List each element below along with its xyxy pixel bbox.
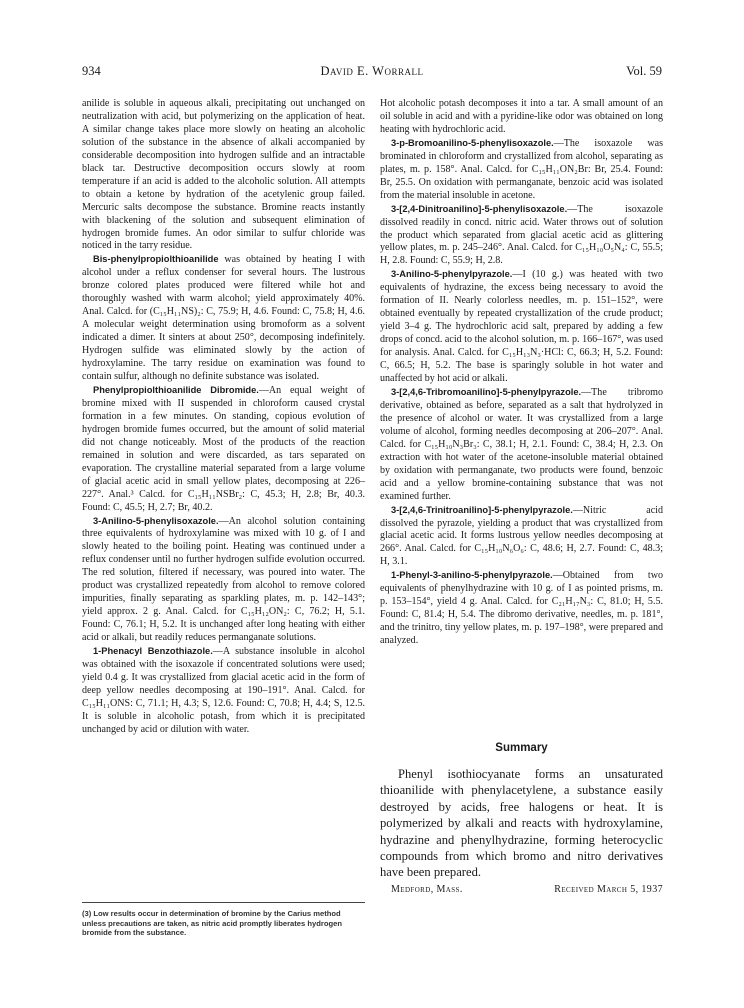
compound-heading: Phenylpropiolthioanilide Dibromide. [93,384,259,395]
volume-number: Vol. 59 [626,64,662,78]
paragraph-text: —An alcohol solution containing three equivalents of hydroxylamine was mixed with 10 g. of I and slowly heated to the boiling point. Heating was continued under a reflux condenser until no further hydrogen sulfide evolution occurred. The red solution, filtered if necessary, was poured into water. The product was crystallized repeatedly from alcohol to remove colored impurities, finally separating as sparkling plates, m. p. 142–143°; yield approx. 2 g. Anal. Calcd. for C₁₅H₁₂ON₂: C, 76.2; H, 5.1. Found: C, 76.1; H, 5.2. It is unchanged after long heating with either acid or alkali, but readily reduces permanganate solutions. [82,515,365,644]
paragraph [82,253,365,384]
paragraph-text: anilide is soluble in aqueous alkali, precipitating out unchanged on neutralization with acid, but polymerizing on the application of heat. A similar change takes place more slowly on heating an alcoholic solution of the substance in the absence of alkali accompanied by considerable decomposition into hydrogen sulfide and an intractable black tar. Destructive decomposition occurs slowly at room temperature if an acid is added to the alcoholic solution. All attempts to obtain a ketone by hydration of the acetylenic group failed. Mercuric salts decompose the substance. Bromine reacts instantly with blackening of the solution and subsequent elimination of hydrogen bromide fumes. An odor similar to sulfur chloride was noticed in the tarry residue. [82,98,365,252]
paragraph-text: —I (10 g.) was heated with two equivalents of hydrazine, the excess being necessary to avoid the formation of II. Nearly colorless needles, m. p. 151–152°, were obtained eventually by repeated crystallization of the crude product; yield 3–4 g. The hydrochloric acid salt, prepared by adding a few drops of concd. acid to the alcohol solution, m. p. 166–167°, was used for analysis. Anal. Calcd. for C₁₅H₁₃N₃·HCl: C, 66.3; H, 5.2. Found: C, 66.5; H, 5.2. The base is sparingly soluble in hot water and unaffected by hot acid or alkali. [380,269,663,385]
paragraph-text: —An equal weight of bromine mixed with II suspended in chloroform caused crystal formation in a few minutes. On standing, copious evolution of hydrogen bromide fumes occurred, but the amount of solid material did not change noticeably. Most of the products of the reaction remained in solution and were discarded, as tars separated on evaporation. The crystalline material separated from a large volume of glacial acetic acid in small yellow plates, decomposing at 226–227°. Anal.³ Calcd. for C₁₅H₁₁NSBr₂: C, 45.3; H, 2.8; Br, 40.3. Found: C, 45.5; H, 2.7; Br, 40.2. [82,384,365,513]
running-header [82,64,662,80]
paragraph [380,98,663,137]
paragraph [380,137,663,203]
compound-heading: 1-Phenyl-3-anilino-5-phenylpyrazole. [391,570,553,581]
compound-heading: 3-[2,4-Dinitroanilino]-5-phenylisoxazole. [391,203,568,214]
paragraph [380,569,663,648]
paragraph [380,386,663,504]
page-number: 934 [82,64,101,78]
paragraph-text: —The isoxazole was brominated in chloroform and crystallized from alcohol, separating as plates, m. p. 158°. Anal. Calcd. for C₁₅H₁₁ON₂Br: Br, 25.4. Found: Br, 25.5. On oxidation with permanganate, benzoic acid was isolated from the material insoluble in acetone. [380,137,663,201]
paragraph-text: Hot alcoholic potash decomposes it into a tar. A small amount of an oil soluble in acid and with a pyridine-like odor was obtained on long heating with hydrochloric acid. [380,98,663,135]
summary-text: Phenyl isothiocyanate forms an unsaturated thioanilide with phenylacetylene, a substance easily destroyed by acids, free halogens or heat. It is polymerized by alkali and reacts with hydroxylamine, hydrazine and phenylhydrazine, forming heterocyclic compounds from which bromo and nitro derivatives have been prepared. [380,767,663,880]
received-date: Received March 5, 1937 [554,884,663,895]
footnote: (3) Low results occur in determination of bromine by the Carius method unless precautions are taken, as nitric acid promptly liberates hydrogen bromide from the substance. [82,902,365,938]
compound-heading: 3-Anilino-5-phenylpyrazole. [391,269,513,280]
paragraph [380,504,663,570]
paragraph [82,384,365,515]
compound-heading: 3-Anilino-5-phenylisoxazole. [93,515,219,526]
compound-heading: 3-p-Bromoanilino-5-phenylisoxazole. [391,137,554,148]
paragraph [82,515,365,646]
compound-heading: 3-[2,4,6-Trinitroanilino]-5-phenylpyrazole. [391,504,573,515]
right-column [380,98,663,648]
summary-heading: Summary [495,742,548,754]
paragraph [380,203,663,269]
paragraph-text: —The isoxazole dissolved readily in concd. nitric acid. Water throws out of solution the product which separated from glacial acetic acid as glittering yellow plates, m. p. 245–246°. Anal. Calcd. for C₁₅H₁₀O₅N₄: C, 55.5; H, 2.8. Found: C, 55.9; H, 2.8. [380,203,663,267]
paragraph-text: —The tribromo derivative, obtained as before, separated as a salt that hydrolyzed in the presence of alcohol or water. It was crystallized from a large volume of alcohol, forming needles decomposing at 206–207°. Anal. Calcd. for C₁₅H₁₀N₃Br₃: C, 38.1; H, 2.1. Found: C, 38.4; H, 2.3. On extraction with hot water of the acetone-insoluble material obtained by oxidation with permanganate, two products were found, benzoic acid and a yellow bromine-containing substance that was not examined further. [380,386,663,502]
compound-heading: Bis-phenylpropiolthioanilide [93,254,219,265]
paragraph-text: was obtained by heating I with alcohol under a reflux condenser for several hours. The lustrous bronze colored plates produced were filtered while hot and thoroughly washed with warm alcohol; yield approximately 40%. Anal. Calcd. for (C₁₅H₁₁NS)₂: C, 75.9; H, 4.6. Found: C, 75.8; H, 4.6. A molecular weight determination using bromoform as a solvent indicated a dimer. It sinters at about 250°, decomposing indefinitely. Hydrogen sulfide was eliminated slowly by the action of hydroxylamine. The tarry residue on examination was found to contain sulfur, although no definite substance was isolated. [82,254,365,383]
paragraph-text: —Obtained from two equivalents of phenylhydrazine with 10 g. of I as pointed prisms, m. p. 153–154°, yield 4 g. Anal. Calcd. for C₂₁H₁₇N₃: C, 81.0; H, 5.5. Found: C, 81.4; H, 5.4. The dibromo derivative, needles, m. p. 181°, and the trinitro, tiny yellow plates, m. p. 197–198°, were prepared and analyzed. [380,570,663,647]
paragraph [82,98,365,253]
compound-heading: 1-Phenacyl Benzothiazole. [93,646,213,657]
paragraph [380,268,663,386]
paragraph [82,645,365,737]
author-location: Medford, Mass. [391,884,463,895]
paragraph-text: —A substance insoluble in alcohol was obtained with the isoxazole if concentrated solutions were used; yield 0.4 g. It was crystallized from glacial acetic acid in the form of deep yellow needles decomposing at 190–191°. Anal. Calcd. for C₁₅H₁₁ONS: C, 71.1; H, 4.3; S, 12.6. Found: C, 70.8; H, 4.4; S, 12.5. It is soluble in alcoholic potash, from which it is precipitated unchanged by acid or dilution with water. [82,646,365,735]
compound-heading: 3-[2,4,6-Tribromoanilino]-5-phenylpyrazole. [391,386,582,397]
signoff [380,884,663,898]
paragraph-text: —Nitric acid dissolved the pyrazole, yielding a product that was crystallized from glacial acetic acid. It forms lustrous yellow needles decomposing at 266°. Anal. Calcd. for C₁₅H₁₀N₆O₆: C, 48.6; H, 2.7. Found: C, 48.3; H, 3.1. [380,504,663,568]
running-author: David E. Worrall [320,64,424,78]
left-column [82,98,365,737]
